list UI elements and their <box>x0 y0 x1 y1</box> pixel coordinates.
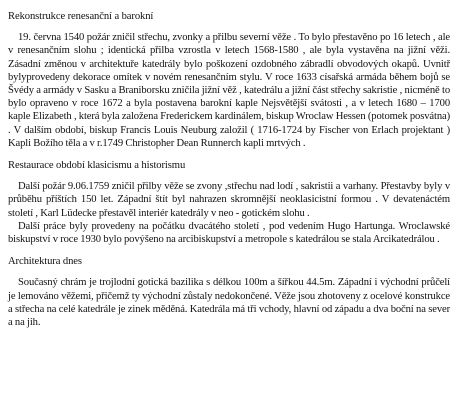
section-heading: Restaurace období klasicismu a historismu <box>8 160 186 172</box>
section-heading: Rekonstrukce renesanční a barokní <box>8 11 154 22</box>
section-architecture-today <box>8 255 463 329</box>
section-paragraph: 19. června 1540 požár zničil střechu, zvonky a přilbu severní věže . To bylo přestavěno po 16 letech , ale v renesančním slohu ; identická přilba vzrostla v letech 1568-1580 , ale byla vystavěna na jižní věži. Zásadní změnou v architektuře katedrály bylo poškození ozdobného zábradlí obvodových okapů. Uvnitř bylyprovedeny dekorace omítek v novém renesančním stylu. V roce 1633 císařská armáda během bojů se Švédy a armády v Sasku a Braniborsku zničila jižní věž , katedrálu a jižní část střechy sakristie , nicméně to bylo opraveno v roce 1672 a byla postavena barokní kaple Nejsvětější svátosti , a v letech 1680 – 1700 kaple Elizabeth , která byla založena Frederickem kardinálem, biskup Wroclaw Hessen (potomek posvátna) . V dalším období, biskup Francis Louis Neuburg založil ( 1716-1724 by Fischer von Erlach projektant ) Kapli Božího těla a v r.1749 Christopher Dean Runnerch kapli mrtvých . <box>8 32 450 149</box>
section-paragraph: Současný chrám je trojlodní gotická bazilika s délkou 100m a šířkou 44.5m. Západní i východní průčelí je lemováno věžemi, přičemž ty východní zůstaly nedokončené. Věže jsou zhotoveny z ocelové konstrukce a střecha na celé katedrále je zinek měděná. Katedrála má tři vchody, hlavní od západu a dva boční na sever a na jih. <box>8 277 450 329</box>
section-classicism <box>8 159 463 246</box>
section-baroque <box>8 10 463 150</box>
section-paragraph: Další požár 9.06.1759 zničil přilby věže se zvony ,střechu nad lodí , sakristii a varhany. Přestavby byly v průběhu příštích 150 let. Západní štít byl nahrazen skromnější neoklasicistní formou . V devatenáctém století , Karl Lüdecke přestavěl interiér katedrály v neo - gotickém slohu . <box>8 181 450 219</box>
section-paragraph: Další práce byly provedeny na počátku dvacátého století , pod vedením Hugo Hartunga. Wroclawské biskupství v roce 1930 bylo povýšeno na arcibiskupství a metropole s katedrálou se stala Arcikatedrálou . <box>8 220 450 246</box>
section-heading: Architektura dnes <box>8 256 82 268</box>
